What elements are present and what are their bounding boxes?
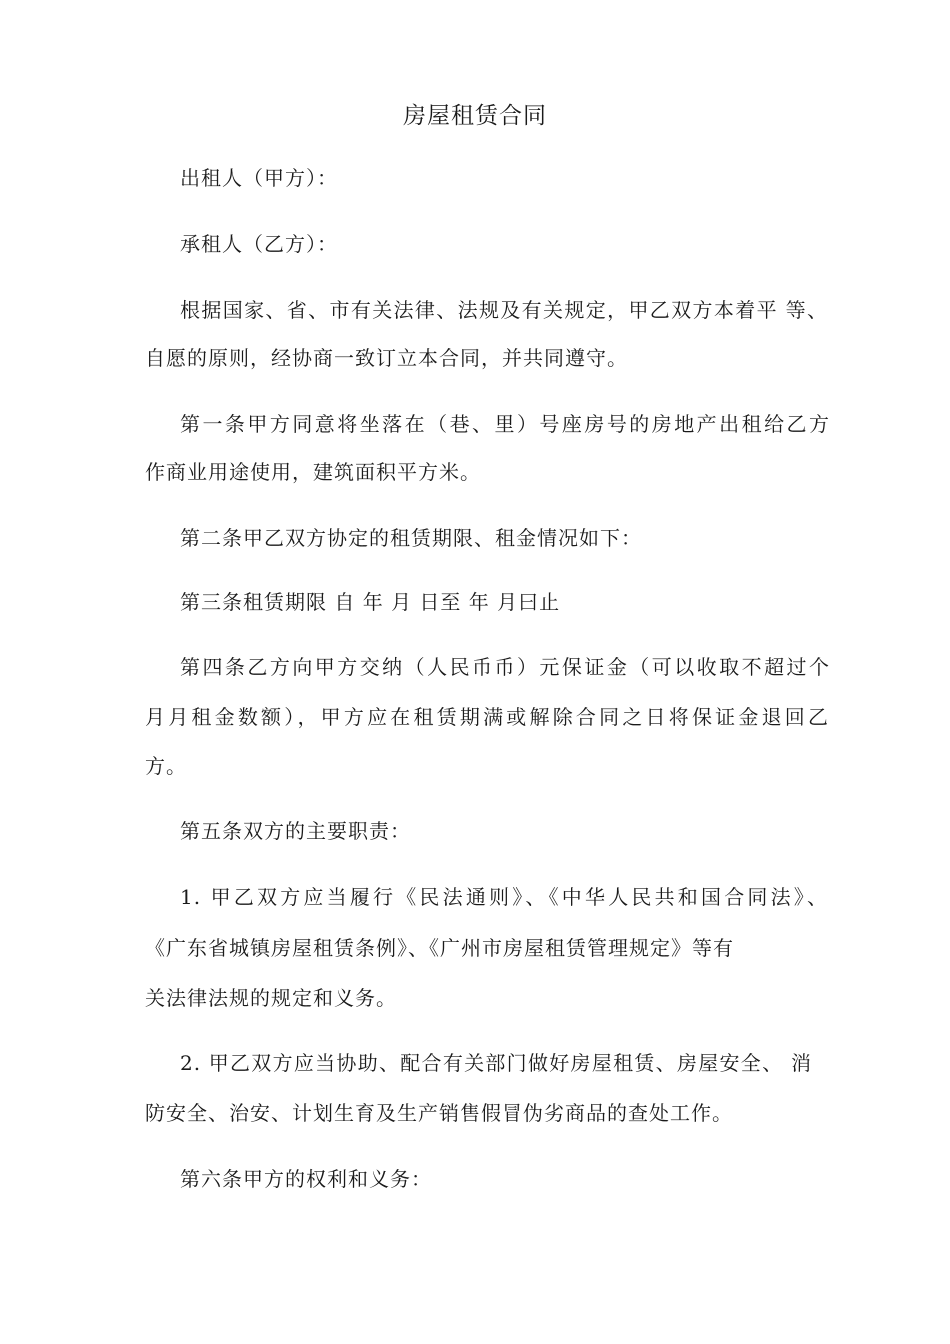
article-1-line-2: 作商业用途使用，建筑面积平方米。 [145,460,481,484]
duty-1-line-3: 关法律法规的规定和义务。 [145,986,397,1010]
article-5-heading: 第五条双方的主要职责： [180,819,411,843]
document-title: 房屋租赁合同 [403,103,547,129]
article-3-line: 第三条租赁期限 自 年 月 日至 年 月曰止 [180,590,561,614]
duty-2-line-2: 防安全、治安、计划生育及生产销售假冒伪劣商品的查处工作。 [145,1101,733,1125]
article-2-line: 第二条甲乙双方协定的租赁期限、租金情况如下： [180,526,642,550]
duty-1-line-1: 1. 甲乙双方应当履行《民法通则》、《中华人民共和国合同法》、 [180,885,828,909]
article-4-line-2: 月月租金数额），甲方应在租赁期满或解除合同之日将保证金退回乙 [145,705,829,729]
article-6-heading: 第六条甲方的权利和义务： [180,1167,432,1191]
lessor-line: 出租人（甲方）： [180,166,338,190]
lessee-line: 承租人（乙方）： [180,232,338,256]
duty-2-line-1: 2. 甲乙双方应当协助、配合有关部门做好房屋租赁、房屋安全、 消 [180,1051,812,1075]
article-1-line-1: 第一条甲方同意将坐落在（巷、里）号座房号的房地产出租给乙方 [180,412,830,436]
article-4-line-1: 第四条乙方向甲方交纳（人民币币）元保证金（可以收取不超过个 [180,655,830,679]
article-4-line-3: 方。 [145,754,187,778]
preamble-line-2: 自愿的原则，经协商一致订立本合同，并共同遵守。 [145,346,628,370]
duty-1-line-2: 《广东省城镇房屋租赁条例》、《广州市房屋租赁管理规定》等有 [145,936,734,960]
preamble-line-1: 根据国家、省、市有关法律、法规及有关规定，甲乙双方本着平 等、 [180,298,828,322]
